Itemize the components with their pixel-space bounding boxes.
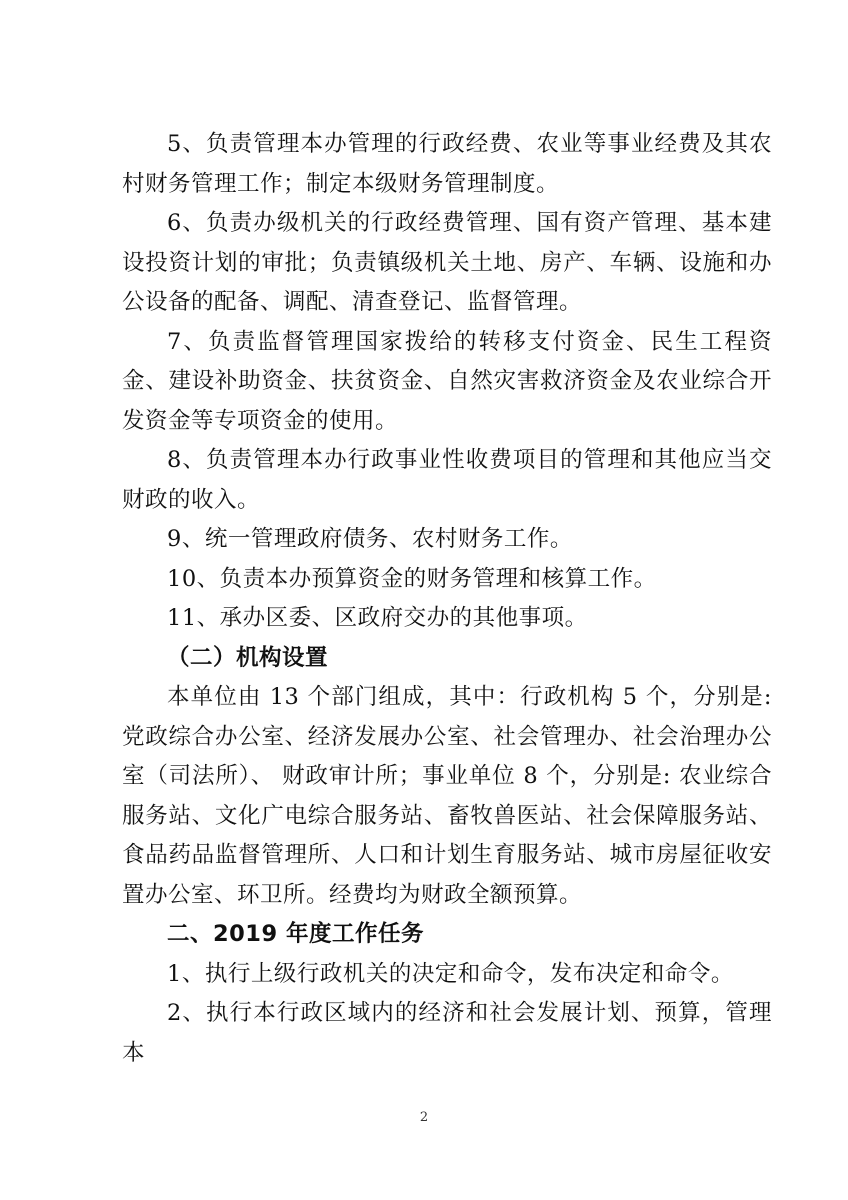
paragraph-item-10: 10、负责本办预算资金的财务管理和核算工作。 xyxy=(167,565,657,592)
page-number: 2 xyxy=(419,1110,429,1125)
paragraph-item-6: 6、负责办级机关的行政经费管理、国有资产管理、基本建设投资计划的审批；负责镇级机关土地、房产、车辆、设施和办公设备的配备、调配、清查登记、监督管理。 xyxy=(122,210,772,315)
section-heading-organization: （二）机构设置 xyxy=(167,644,329,671)
paragraph-item-5: 5、负责管理本办管理的行政经费、农业等事业经费及其农村财务管理工作；制定本级财务管理制度。 xyxy=(122,131,772,197)
paragraph-task-2: 2、执行本行政区域内的经济和社会发展计划、预算，管理本 xyxy=(122,1000,772,1066)
paragraph-task-1: 1、执行上级行政机关的决定和命令，发布决定和命令。 xyxy=(167,960,734,987)
paragraph-item-11: 11、承办区委、区政府交办的其他事项。 xyxy=(167,605,588,631)
paragraph-item-7: 7、负责监督管理国家拨给的转移支付资金、民生工程资金、建设补助资金、扶贫资金、自然灾害救济资金及农业综合开发资金等专项资金的使用。 xyxy=(122,328,772,434)
paragraph-item-8: 8、负责管理本办行政事业性收费项目的管理和其他应当交财政的收入。 xyxy=(122,447,772,513)
section-heading-2019-tasks: 二、2019 年度工作任务 xyxy=(167,921,424,947)
document-body xyxy=(122,125,772,1073)
paragraph-item-9: 9、统一管理政府债务、农村财务工作。 xyxy=(167,526,573,552)
paragraph-organization-detail: 本单位由 13 个部门组成，其中：行政机构 5 个，分别是:党政综合办公室、经济发展办公室、社会管理办、社会治理办公室（司法所）、 财政审计所；事业单位 8 个，分别是: 农业综合服务站、文化广电综合服务站、畜牧兽医站、社会保障服务站、食品药品监督管理所、人口和计划生育服务站、城市房屋征收安置办公室、环卫所。经费均为财政全额预算。 xyxy=(122,684,772,908)
